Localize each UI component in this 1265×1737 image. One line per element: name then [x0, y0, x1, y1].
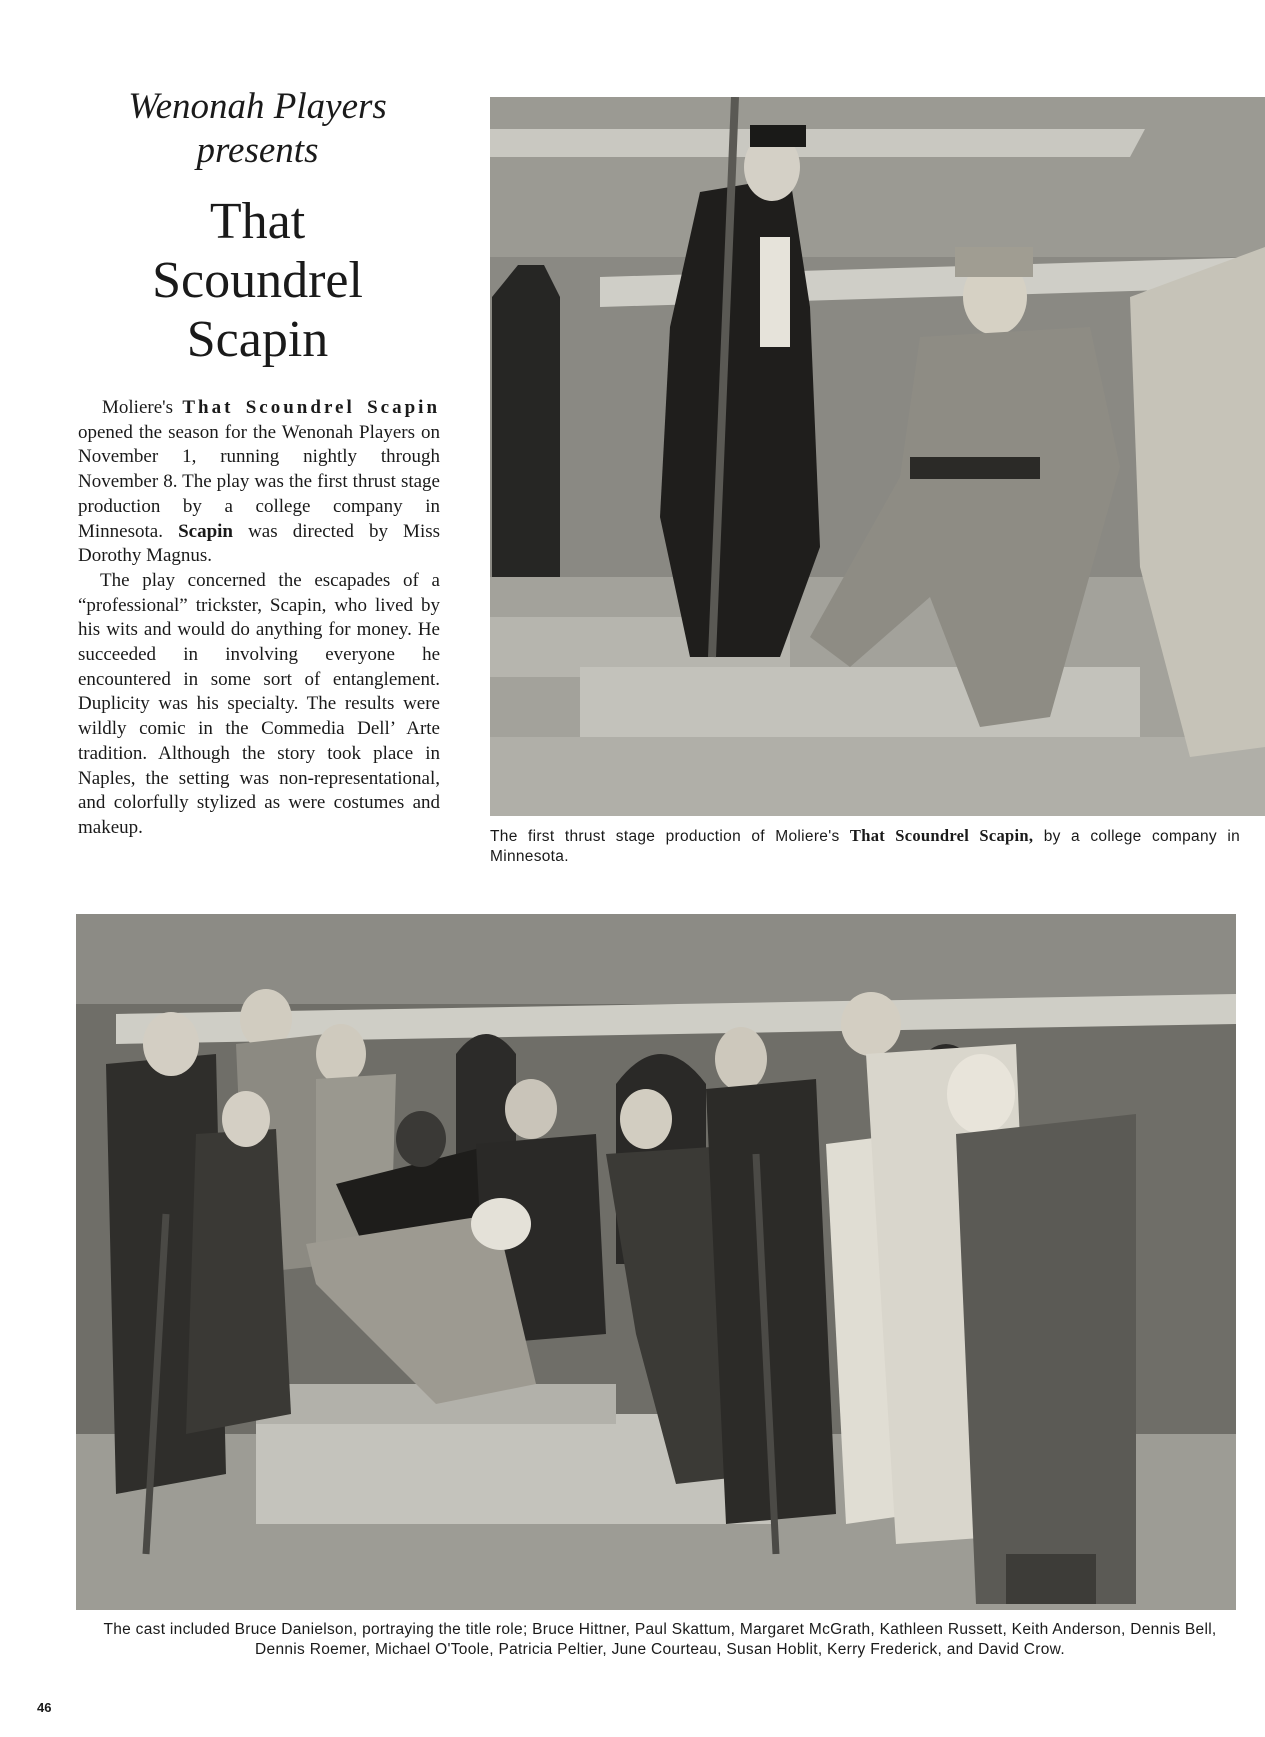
top-photo-caption — [490, 826, 1240, 867]
title-line-2: Scoundrel — [152, 252, 363, 309]
bottom-cast-photo — [76, 914, 1236, 1610]
title-line-3: Scapin — [186, 311, 329, 368]
title-line-1: That — [209, 193, 306, 250]
scapin-bold: Scapin — [178, 520, 233, 542]
author-name: Moliere's — [102, 397, 173, 418]
caption-1-text-a: The first thrust stage production of Moliere's — [490, 828, 840, 845]
caption-1-text-b: by a college company in Minnesota. — [490, 828, 1240, 865]
play-title-inline: That Scoundrel Scapin — [182, 397, 441, 418]
article-paragraph-2: The play concerned the escapades of a “professional” trickster, Scapin, who lived by his wits and would do anything for money. He succeeded in involving everyone he encountered in some sort of entanglement. Duplicity was his specialty. The results were wildly comic in the Commedia Dell’ Arte tradition. Although the story took place in Naples, the setting was non-representational, and colorfully stylized as were costumes and makeup. — [78, 569, 440, 838]
kicker-line-1: Wenonah Players — [128, 86, 387, 127]
top-photo-illustration — [490, 97, 1265, 816]
article-body — [78, 396, 440, 841]
top-stage-photo — [490, 97, 1265, 816]
paragraph-1-text-a: opened the season for the Wenonah Players on November 1, running nightly through November 8. The play was the first thrust stage production by a college company in Minnesota. — [78, 421, 440, 542]
paragraph-1-text-b: was directed by Miss Dorothy Magnus. — [78, 520, 441, 567]
article-paragraph-1 — [78, 396, 440, 569]
page-number: 46 — [37, 1700, 52, 1715]
bottom-photo-caption: The cast included Bruce Danielson, portraying the title role; Bruce Hittner, Paul Skattum, Margaret McGrath, Kathleen Russett, Keith Anderson, Dennis Bell, Dennis Roemer, Michael O'Toole, Patricia Peltier, June Courteau, Susan Hoblit, Kerry Frederick, and David Crow. — [103, 1621, 1217, 1658]
kicker-heading — [70, 85, 445, 173]
caption-1-play-title: That Scoundrel Scapin, — [849, 826, 1034, 845]
kicker-line-2: presents — [196, 130, 319, 171]
bottom-photo-illustration — [76, 914, 1236, 1610]
article-title — [70, 192, 445, 369]
